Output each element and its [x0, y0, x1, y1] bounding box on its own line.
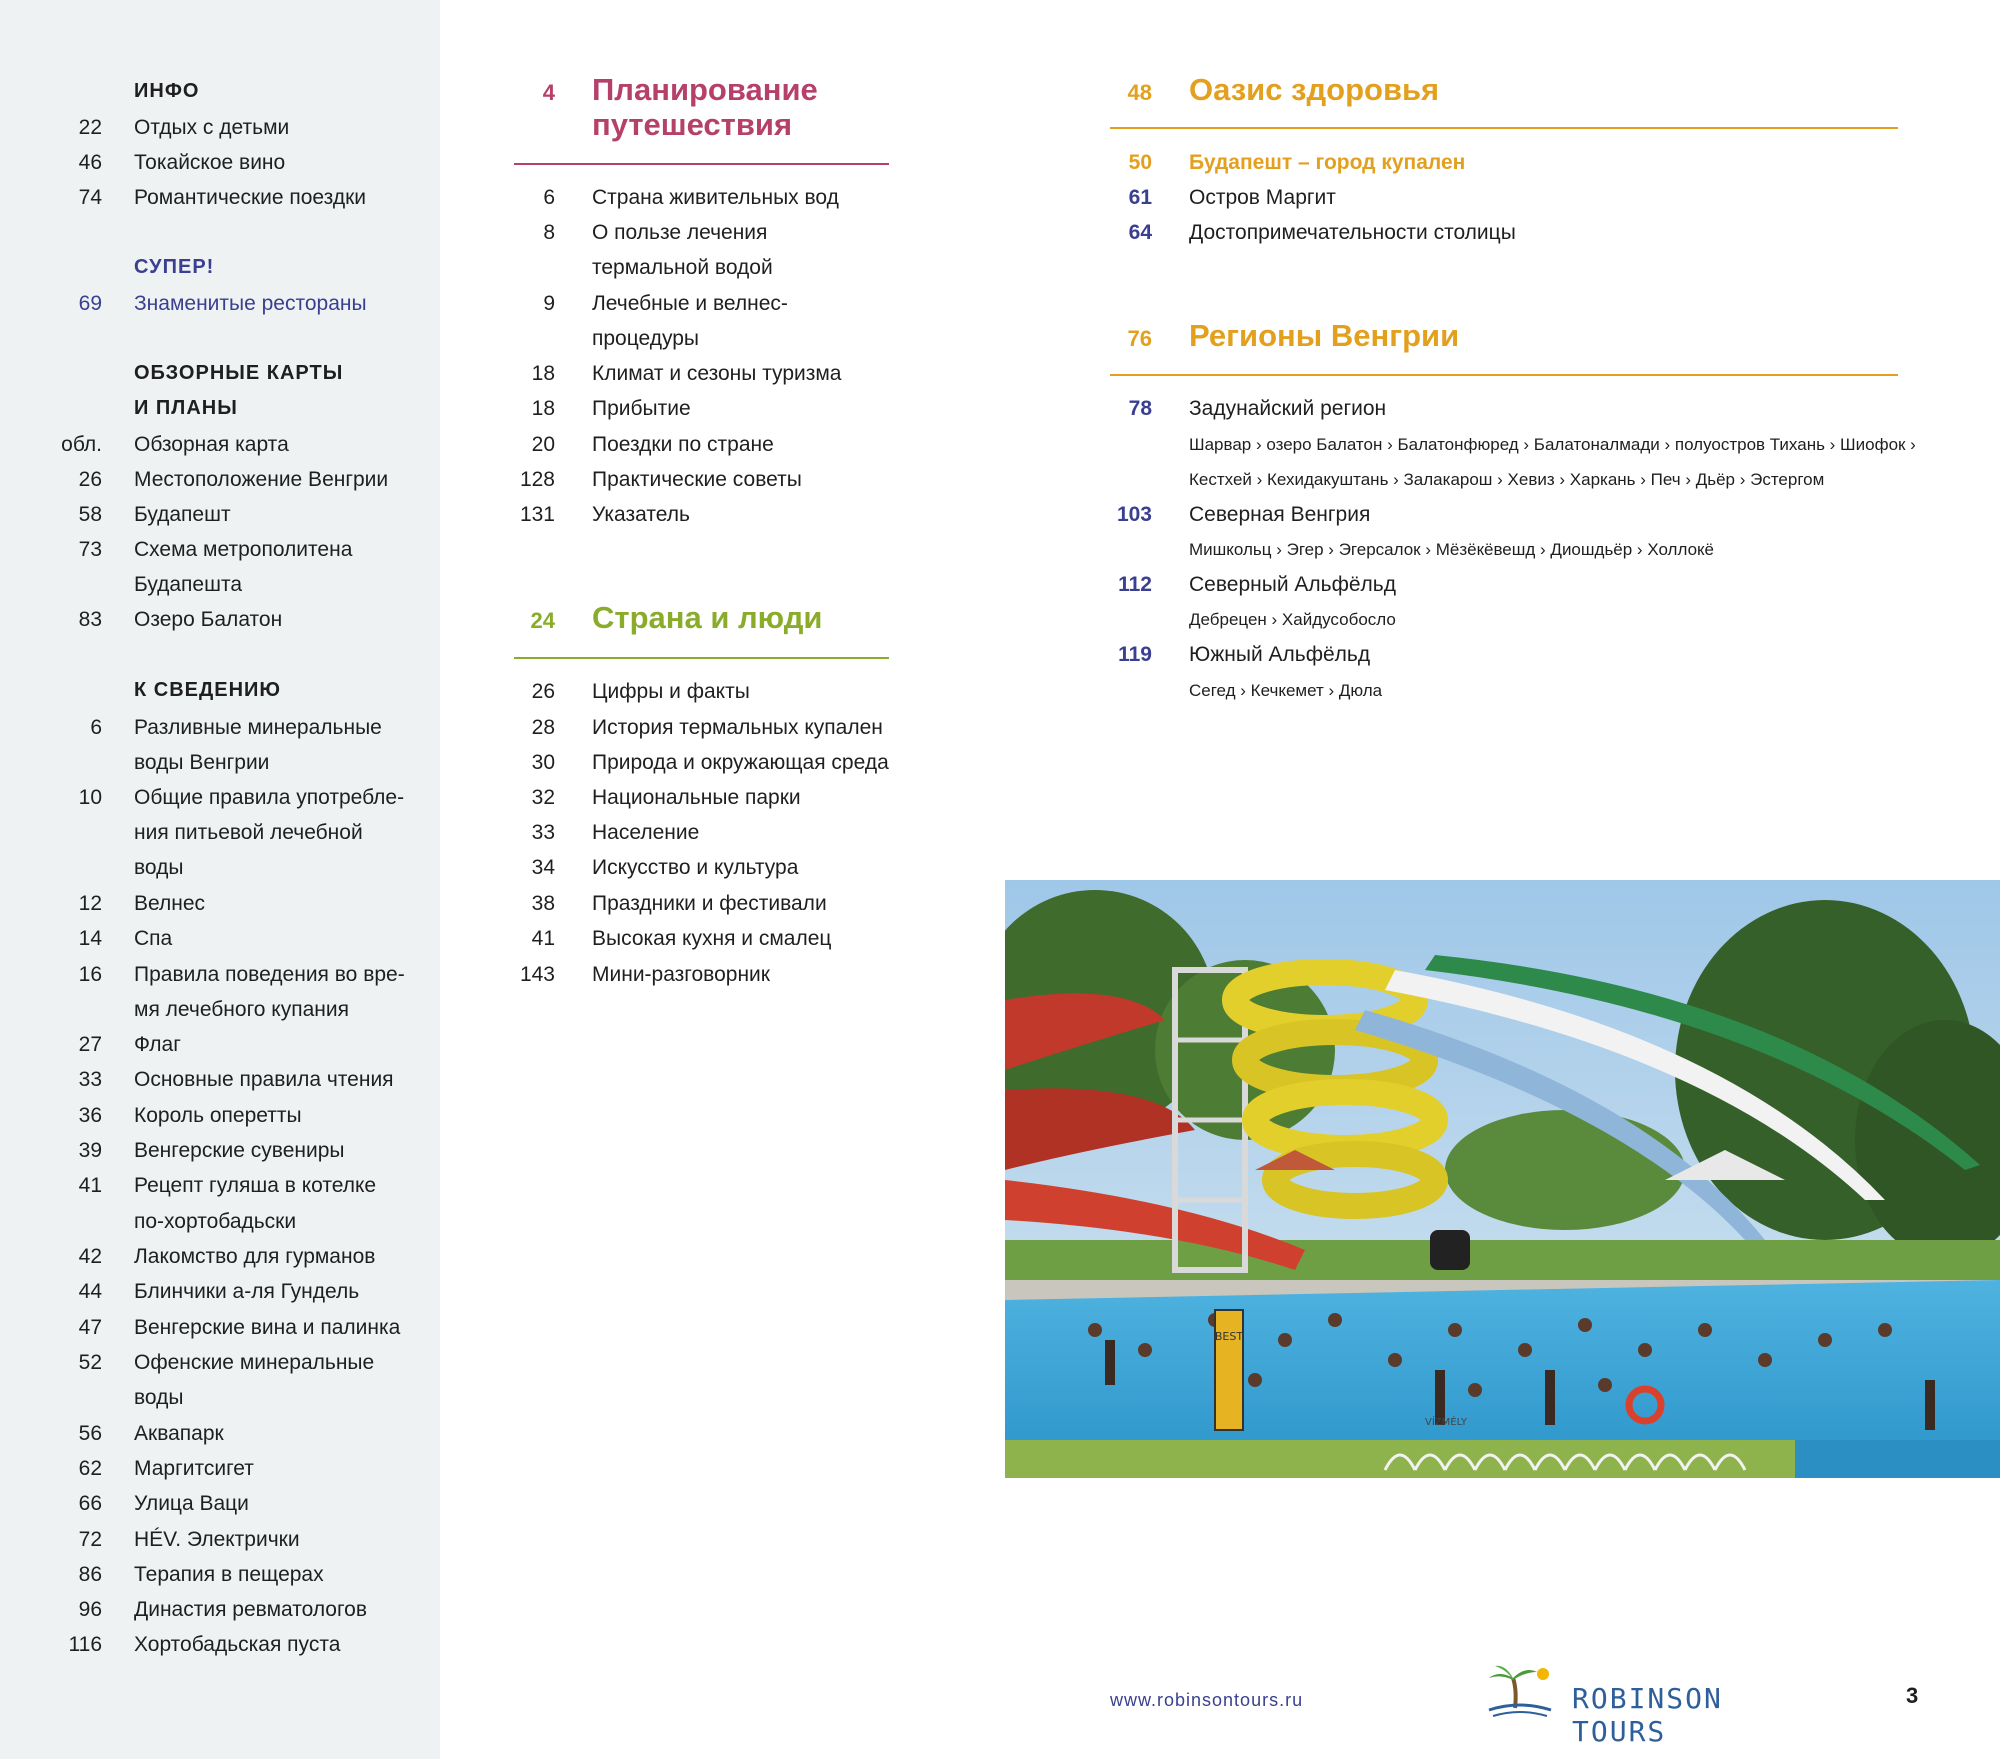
entry-title: Озеро Балатон	[134, 608, 283, 631]
entry-title: Рецепт гуляша в котелке	[134, 1174, 377, 1197]
entry-title-continued: ния питьевой лечебной	[134, 821, 363, 844]
page-number: 46	[78, 151, 102, 174]
section-page-number: 4	[542, 80, 555, 105]
entry-title: Блинчики а-ля Гундель	[134, 1280, 360, 1303]
page-number: 41	[78, 1174, 102, 1197]
entry-title: Аквапарк	[134, 1422, 224, 1445]
entry-title-continued: Будапешта	[134, 573, 243, 596]
entry-title: Династия ревматологов	[134, 1598, 368, 1621]
page-number: 14	[78, 927, 102, 950]
entry-title: О пользе лечения	[592, 221, 768, 244]
page-number: 131	[519, 503, 555, 526]
region-places: Шарвар › озеро Балатон › Балатонфюред › Балатоналмади › полуостров Тихань › Шиофок ›	[1189, 435, 1916, 454]
entry-title-continued: воды	[134, 1386, 184, 1409]
page-number: 28	[531, 716, 555, 739]
entry-title: Северная Венгрия	[1189, 503, 1371, 526]
page-number: 72	[78, 1528, 102, 1551]
entry-title: Климат и сезоны туризма	[592, 362, 842, 385]
page-number: 33	[78, 1068, 102, 1091]
notes-heading: К СВЕДЕНИЮ	[134, 679, 282, 701]
region-places: Сегед › Кечкемет › Дюла	[1189, 681, 1383, 700]
entry-title: Офенские минеральные	[134, 1351, 375, 1374]
super-heading: СУПЕР!	[134, 256, 215, 278]
page-number: 26	[78, 468, 102, 491]
depth-marker-label: VÍZMÉLY	[1425, 1417, 1467, 1428]
website-link[interactable]: www.robinsontours.ru	[1110, 1690, 1304, 1710]
entry-title: Указатель	[592, 503, 690, 526]
page-number: 27	[78, 1033, 102, 1056]
page-number: 39	[78, 1139, 102, 1162]
page-number: 33	[531, 821, 555, 844]
entry-title: Венгерские сувениры	[134, 1139, 345, 1162]
entry-title-continued: по-хортобадьски	[134, 1210, 297, 1233]
entry-title: Венгерские вина и палинка	[134, 1316, 401, 1339]
entry-title: Поездки по стране	[592, 433, 774, 456]
page-number: 83	[78, 608, 102, 631]
entry-title: Обзорная карта	[134, 433, 289, 456]
entry-title: Цифры и факты	[592, 680, 750, 703]
page-number: 18	[531, 362, 555, 385]
info-heading: ИНФО	[134, 80, 200, 102]
entry-title: Южный Альфёльд	[1189, 643, 1371, 666]
page-number: 116	[68, 1633, 102, 1656]
entry-title: Велнес	[134, 892, 206, 915]
page-number: 9	[543, 292, 555, 315]
page-number: 6	[90, 716, 102, 739]
page-number: 16	[78, 963, 102, 986]
page-number: 74	[78, 186, 102, 209]
sign-label: BEST	[1214, 1330, 1244, 1343]
section-title-planning: Планирование	[592, 72, 818, 107]
entry-title: Прибытие	[592, 397, 691, 420]
section-page-number: 76	[1127, 326, 1152, 351]
entry-title: Отдых с детьми	[134, 116, 290, 139]
page-number: 78	[1128, 397, 1152, 420]
page-number: 47	[78, 1316, 102, 1339]
page-number: 62	[78, 1457, 102, 1480]
section-divider	[514, 163, 889, 165]
page-number: 34	[531, 856, 555, 879]
entry-title: Будапешт – город купален	[1189, 151, 1466, 174]
page-number: 112	[1118, 573, 1152, 596]
entry-title: Хортобадьская пуста	[134, 1633, 341, 1656]
section-divider	[514, 657, 889, 659]
page-number: 103	[1116, 503, 1152, 526]
entry-title-continued: мя лечебного купания	[134, 998, 349, 1021]
entry-title: Природа и окружающая среда	[592, 751, 889, 774]
entry-title: Романтические поездки	[134, 186, 366, 209]
page-number: 38	[531, 892, 555, 915]
entry-title: Схема метрополитена	[134, 538, 353, 561]
entry-title: Искусство и культура	[592, 856, 799, 879]
page-number: 8	[543, 221, 555, 244]
entry-title: Спа	[134, 927, 173, 950]
entry-title: Высокая кухня и смалец	[592, 927, 832, 950]
entry-title: Национальные парки	[592, 786, 801, 809]
entry-title: Токайское вино	[134, 151, 286, 174]
page-number: 32	[531, 786, 555, 809]
page-number: 12	[78, 892, 102, 915]
entry-title: Общие правила употребле-	[134, 786, 405, 809]
entry-title: Основные правила чтения	[134, 1068, 394, 1091]
entry-title: Маргитсигет	[134, 1457, 254, 1480]
entry-title: Население	[592, 821, 700, 844]
entry-title: Северный Альфёльд	[1189, 573, 1396, 596]
sidebar-panel	[0, 0, 440, 1759]
page-number: 26	[531, 680, 555, 703]
entry-title: Страна живительных вод	[592, 186, 839, 209]
section-page-number: 24	[530, 608, 555, 633]
entry-title: Разливные минеральные	[134, 716, 382, 739]
section-divider	[1110, 127, 1898, 129]
page-number: 52	[78, 1351, 102, 1374]
page-number: 61	[1128, 186, 1152, 209]
page-number: 143	[519, 963, 555, 986]
logo-text: ROBINSON TOURS	[1572, 1682, 1723, 1748]
page-number: 6	[543, 186, 555, 209]
page-number: 22	[78, 116, 102, 139]
page-number: 58	[78, 503, 102, 526]
page-number: 20	[531, 433, 555, 456]
page-number: 50	[1128, 151, 1152, 174]
entry-title: Практические советы	[592, 468, 802, 491]
palm-island-icon	[1485, 1660, 1555, 1720]
section-title-regions: Регионы Венгрии	[1189, 318, 1460, 353]
entry-title-continued: воды	[134, 856, 184, 879]
page-number: 64	[1128, 221, 1152, 244]
page-number: 42	[78, 1245, 102, 1268]
entry-title-continued: процедуры	[592, 327, 700, 350]
section-divider	[1110, 374, 1898, 376]
page-number: 18	[531, 397, 555, 420]
entry-title: Остров Маргит	[1189, 186, 1336, 209]
entry-title: История термальных купален	[592, 716, 883, 739]
entry-title: Король оперетты	[134, 1104, 302, 1127]
entry-title: Улица Ваци	[134, 1492, 249, 1515]
page-number: 119	[1118, 643, 1152, 666]
entry-title: Правила поведения во вре-	[134, 963, 405, 986]
page-number: 10	[78, 786, 102, 809]
page-number: 73	[78, 538, 102, 561]
region-places: Кестхей › Кехидакуштань › Залакарош › Хевиз › Харкань › Печ › Дьёр › Эстергом	[1189, 470, 1825, 489]
region-places: Дебрецен › Хайдусобосло	[1189, 610, 1396, 629]
entry-title: Достопримечательности столицы	[1189, 221, 1516, 244]
section-title-land: Страна и люди	[592, 600, 823, 635]
page-number: 69	[78, 292, 102, 315]
entry-title: Задунайский регион	[1189, 397, 1387, 420]
page-number: 96	[78, 1598, 102, 1621]
page-number: 56	[78, 1422, 102, 1445]
entry-title: HÉV. Электрички	[134, 1528, 300, 1551]
section-title-oasis: Оазис здоровья	[1189, 72, 1440, 107]
page-number: 44	[78, 1280, 102, 1303]
region-places: Мишкольц › Эгер › Эгерсалок › Мёзёкёвешд › Диошдьёр › Холлокё	[1189, 540, 1714, 559]
entry-title: Знаменитые рестораны	[134, 292, 367, 315]
entry-title: Лечебные и велнес-	[592, 292, 788, 315]
waterpark-photo	[1005, 880, 2000, 1478]
page-number: 128	[519, 468, 555, 491]
entry-title: Терапия в пещерах	[134, 1563, 324, 1586]
page-number: 36	[78, 1104, 102, 1127]
robinson-tours-logo	[1485, 1660, 1805, 1748]
entry-title: Мини-разговорник	[592, 963, 770, 986]
page-number: 41	[531, 927, 555, 950]
entry-title: Флаг	[134, 1033, 181, 1056]
page-number: 30	[531, 751, 555, 774]
page-number: 66	[78, 1492, 102, 1515]
entry-title: Лакомство для гурманов	[134, 1245, 376, 1268]
entry-title-continued: термальной водой	[592, 256, 773, 279]
entry-title-continued: воды Венгрии	[134, 751, 270, 774]
entry-title: Будапешт	[134, 503, 231, 526]
maps-heading: ОБЗОРНЫЕ КАРТЫ	[134, 362, 344, 384]
entry-title: Праздники и фестивали	[592, 892, 827, 915]
entry-title: Местоположение Венгрии	[134, 468, 389, 491]
section-page-number: 48	[1127, 80, 1152, 105]
maps-heading-line2: И ПЛАНЫ	[134, 397, 238, 419]
page-number: 86	[78, 1563, 102, 1586]
page-number-footer: 3	[1906, 1683, 1919, 1708]
section-title-planning-line2: путешествия	[592, 107, 793, 142]
page-number: обл.	[61, 433, 102, 456]
